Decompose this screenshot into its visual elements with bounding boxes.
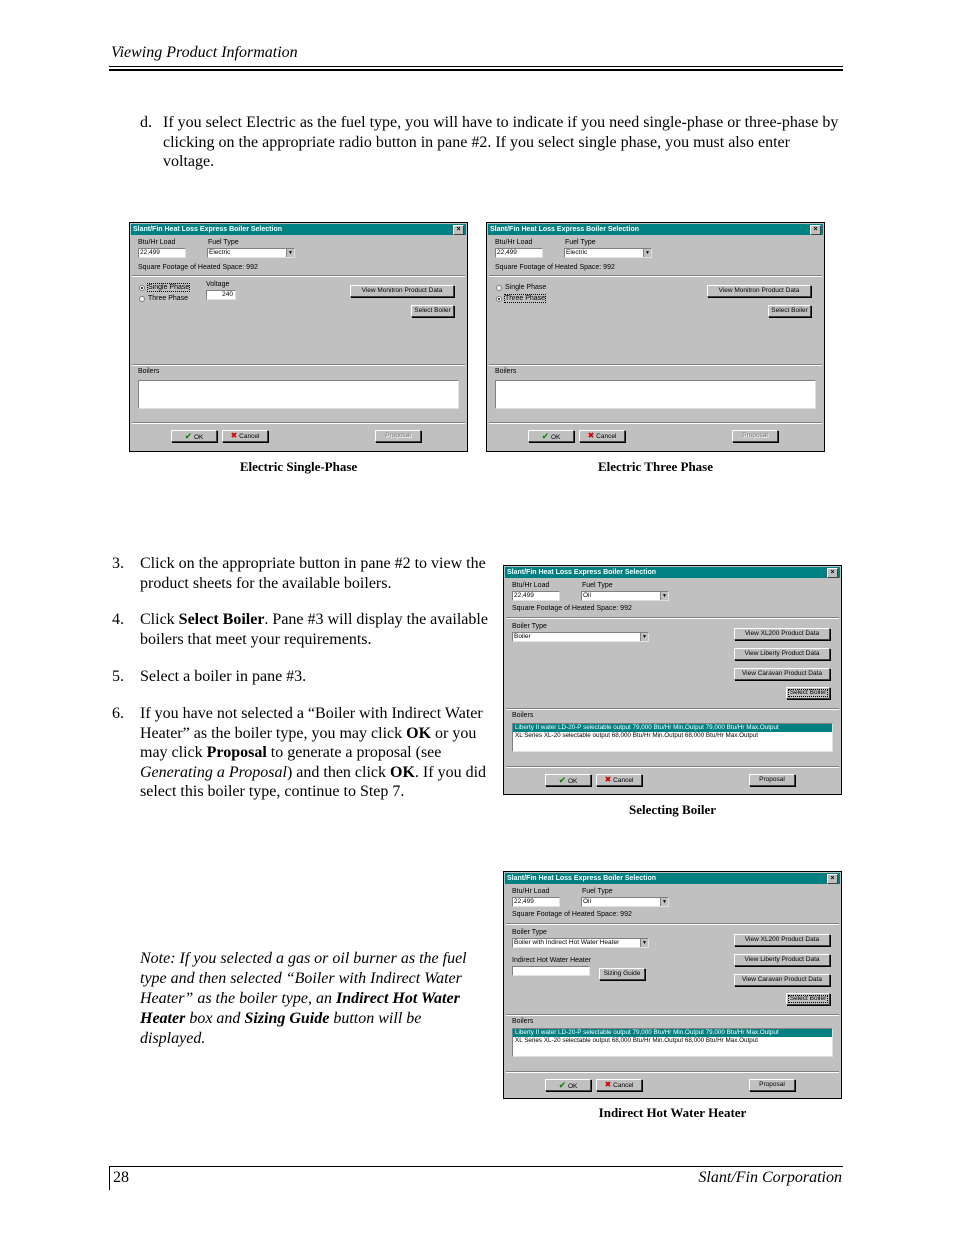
note-text: button will be displayed. [140,1010,422,1047]
step-number: 4. [112,611,124,628]
close-icon[interactable]: × [827,874,838,884]
btu-label: Btu/Hr Load [495,239,533,246]
pane-divider [489,364,822,366]
view-monitron-button[interactable]: View Monitron Product Data [707,285,811,297]
caption-indirect: Indirect Hot Water Heater [598,1105,747,1120]
footer-rule [109,1166,843,1167]
note-paragraph [140,949,490,1049]
x-icon: ✖ [604,1080,612,1089]
select-boiler-button[interactable]: Select Boiler [786,993,830,1005]
note-text-bold: Sizing Guide [244,1010,330,1027]
fuel-type-value: Oil [583,592,591,599]
view-monitron-button[interactable]: View Monitron Product Data [350,285,454,297]
pane-divider [506,766,839,768]
boilers-list[interactable] [512,1028,833,1057]
header-rule [109,66,843,67]
view-liberty-button[interactable]: View Liberty Product Data [734,648,830,660]
checkmark-icon: ✔ [558,775,567,785]
step-text-bold: Select Boiler [178,611,265,628]
select-boiler-button[interactable]: Select Boiler [768,305,811,317]
checkmark-icon: ✔ [558,1080,567,1090]
btu-label: Btu/Hr Load [512,888,550,895]
three-phase-label[interactable]: Three Phase [148,295,189,302]
step-text-part: to generate a proposal (see [266,744,442,761]
cancel-label: Cancel [239,433,260,440]
pane-divider [489,422,822,424]
boiler-type-value: Boiler with Indirect Hot Water Heater [514,939,620,946]
paragraph-d-label: d. [140,114,152,131]
single-phase-radio[interactable] [139,285,145,291]
single-phase-radio[interactable] [496,285,502,291]
boilers-list[interactable] [512,723,833,752]
ok-label: OK [193,434,204,441]
step-text [140,704,490,802]
cancel-button[interactable] [596,1079,642,1091]
dialog-title: Slant/Fin Heat Loss Express Boiler Selection [488,224,823,235]
step-text-bold: OK [406,724,432,742]
page-number: 28 [113,1169,129,1186]
fuel-type-label: Fuel Type [208,239,239,246]
step-text-italic: Generating a Proposal [140,763,287,781]
close-icon[interactable]: × [827,568,838,578]
fuel-type-value: Electric [566,249,588,256]
cancel-button[interactable] [596,774,642,786]
voltage-field[interactable]: 240 [206,290,236,300]
view-xl200-button[interactable]: View XL200 Product Data [734,628,830,640]
footer-rule-vertical [109,1166,110,1190]
pane-divider [489,275,822,277]
btu-field[interactable]: 22,499 [138,248,186,258]
btu-field[interactable]: 22,499 [512,897,560,907]
ok-label: OK [567,1083,578,1090]
fuel-type-value: Oil [583,898,591,905]
three-phase-radio[interactable] [139,296,145,302]
fuel-type-select[interactable] [564,248,652,258]
step-text-part: Click [140,611,179,628]
dialog-selecting-boiler [503,565,842,795]
cancel-button[interactable] [579,430,625,442]
footer-company: Slant/Fin Corporation [698,1169,842,1186]
cancel-label: Cancel [613,1082,634,1089]
ok-button[interactable] [528,430,574,442]
boiler-type-label: Boiler Type [512,623,547,630]
boiler-type-select[interactable] [512,938,649,948]
boilers-label: Boilers [138,368,160,375]
ok-button[interactable] [545,774,591,786]
step-text-part: ) and then click [286,763,391,781]
view-caravan-button[interactable]: View Caravan Product Data [734,668,830,680]
indirect-heater-field[interactable] [512,966,590,976]
step-text-part: . If you did select this boiler type, continue to Step 7. [140,763,487,800]
step-number: 5. [112,668,124,685]
proposal-button[interactable]: Proposal [375,430,421,442]
step-text-part: Select a boiler in pane #3. [140,668,307,685]
chevron-down-icon[interactable]: ▼ [643,249,651,257]
view-caravan-button[interactable]: View Caravan Product Data [734,974,830,986]
running-header: Viewing Product Information [111,44,298,61]
caption-single-phase: Electric Single-Phase [239,459,358,474]
boilers-label: Boilers [495,368,517,375]
btu-field[interactable]: 22,499 [512,591,560,601]
sizing-guide-button[interactable]: Sizing Guide [599,968,645,980]
x-icon: ✖ [230,431,238,440]
single-phase-label[interactable]: Single Phase [505,284,547,291]
step-text [140,554,490,593]
proposal-button[interactable]: Proposal [749,1079,795,1091]
select-boiler-button[interactable]: Select Boiler [411,305,454,317]
header-rule-thick [109,69,843,71]
note-text-bold: Indirect Hot Water Heater [140,990,460,1027]
x-icon: ✖ [587,431,595,440]
step-text-bold: OK [390,763,415,781]
step-number: 6. [112,705,124,722]
voltage-label: Voltage [206,281,230,288]
fuel-type-label: Fuel Type [565,239,596,246]
step-text [140,667,490,687]
pane-divider [132,422,465,424]
checkmark-icon: ✔ [184,431,193,441]
dialog-single-phase [129,222,468,452]
note-text: Note: If you selected a gas or oil burner as the fuel type and then selected “Boiler with Indirect Water Heater” as the boiler type, an [140,950,467,1007]
ok-label: OK [567,778,578,785]
indirect-heater-label: Indirect Hot Water Heater [512,957,592,964]
pane-divider [132,364,465,366]
boiler-type-label: Boiler Type [512,929,547,936]
ok-label: OK [550,434,561,441]
step-text-part: If you have not selected a “Boiler with Indirect Water Heater” as the boiler type, you may click [140,705,483,742]
sqft-text: Square Footage of Heated Space: 992 [512,605,632,612]
close-icon[interactable]: × [453,225,464,235]
view-xl200-button[interactable]: View XL200 Product Data [734,934,830,946]
boilers-label: Boilers [512,712,534,719]
list-item[interactable]: XL Series XL-20 selectable output 68,000 Btu/Hr Min.Output 68,000 Btu/Hr Max.Output [515,1037,759,1044]
dialog-title: Slant/Fin Heat Loss Express Boiler Selection [131,224,466,235]
step-text [140,610,490,649]
btu-label: Btu/Hr Load [138,239,176,246]
dialog-title: Slant/Fin Heat Loss Express Boiler Selection [505,873,840,884]
dialog-title: Slant/Fin Heat Loss Express Boiler Selection [505,567,840,578]
close-icon[interactable]: × [810,225,821,235]
select-boiler-button[interactable]: Select Boiler [786,687,830,699]
proposal-button[interactable]: Proposal [732,430,778,442]
list-item[interactable]: Liberty II water LD-20-P selectable output 79,000 Btu/Hr Min.Output 79,000 Btu/Hr Max.Output [513,724,832,732]
fuel-type-value: Electric [209,249,231,256]
ok-button[interactable] [545,1079,591,1091]
note-text: box and [185,1010,245,1027]
fuel-type-select[interactable] [581,897,669,907]
cancel-label: Cancel [613,777,634,784]
sqft-text: Square Footage of Heated Space: 992 [495,264,615,271]
fuel-type-select[interactable] [581,591,669,601]
step-text-part: . Pane #3 will display the available boilers that meet your requirements. [140,611,488,648]
sqft-text: Square Footage of Heated Space: 992 [138,264,258,271]
step-text-bold: Proposal [206,744,267,761]
pane-divider [132,275,465,277]
list-item[interactable]: XL Series XL-20 selectable output 68,000 Btu/Hr Min.Output 68,000 Btu/Hr Max.Output [515,732,759,739]
paragraph-d-text: If you select Electric as the fuel type, you will have to indicate if you need single-phase or three-phase by clicking on the appropriate radio button in pane #2. If you select single phase, you must also enter voltage. [163,114,839,170]
pane-divider [506,923,839,925]
fuel-type-label: Fuel Type [582,582,613,589]
pane-divider [506,1014,839,1016]
chevron-down-icon[interactable]: ▼ [640,939,648,947]
three-phase-label[interactable]: Three Phase [505,295,546,302]
step-text-part: or you may click [140,724,477,761]
ok-button[interactable] [171,430,217,442]
proposal-button[interactable]: Proposal [749,774,795,786]
chevron-down-icon[interactable]: ▼ [660,592,668,600]
btu-label: Btu/Hr Load [512,582,550,589]
btu-field[interactable]: 22,499 [495,248,543,258]
chevron-down-icon[interactable]: ▼ [660,898,668,906]
caption-selecting-boiler: Selecting Boiler [628,802,716,817]
chevron-down-icon[interactable]: ▼ [286,249,294,257]
view-liberty-button[interactable]: View Liberty Product Data [734,954,830,966]
checkmark-icon: ✔ [541,431,550,441]
pane-divider [506,708,839,710]
boiler-type-value: Boiler [514,633,531,640]
list-item[interactable]: Liberty II water LD-20-P selectable output 79,000 Btu/Hr Min.Output 79,000 Btu/Hr Max.Output [513,1029,832,1037]
caption-three-phase: Electric Three Phase [597,459,714,474]
boilers-list[interactable] [495,380,816,409]
fuel-type-label: Fuel Type [582,888,613,895]
dialog-indirect-hot-water [503,871,842,1099]
single-phase-label[interactable]: Single Phase [148,284,190,291]
boilers-label: Boilers [512,1018,534,1025]
boilers-list[interactable] [138,380,459,409]
three-phase-radio[interactable] [496,296,502,302]
cancel-button[interactable] [222,430,268,442]
x-icon: ✖ [604,775,612,784]
pane-divider [506,1071,839,1073]
sqft-text: Square Footage of Heated Space: 992 [512,911,632,918]
boiler-type-select[interactable] [512,632,649,642]
fuel-type-select[interactable] [207,248,295,258]
dialog-three-phase [486,222,825,452]
pane-divider [506,617,839,619]
chevron-down-icon[interactable]: ▼ [640,633,648,641]
step-number: 3. [112,555,124,572]
step-text-part: Click on the appropriate button in pane #2 to view the product sheets for the available boilers. [140,555,486,592]
cancel-label: Cancel [596,433,617,440]
